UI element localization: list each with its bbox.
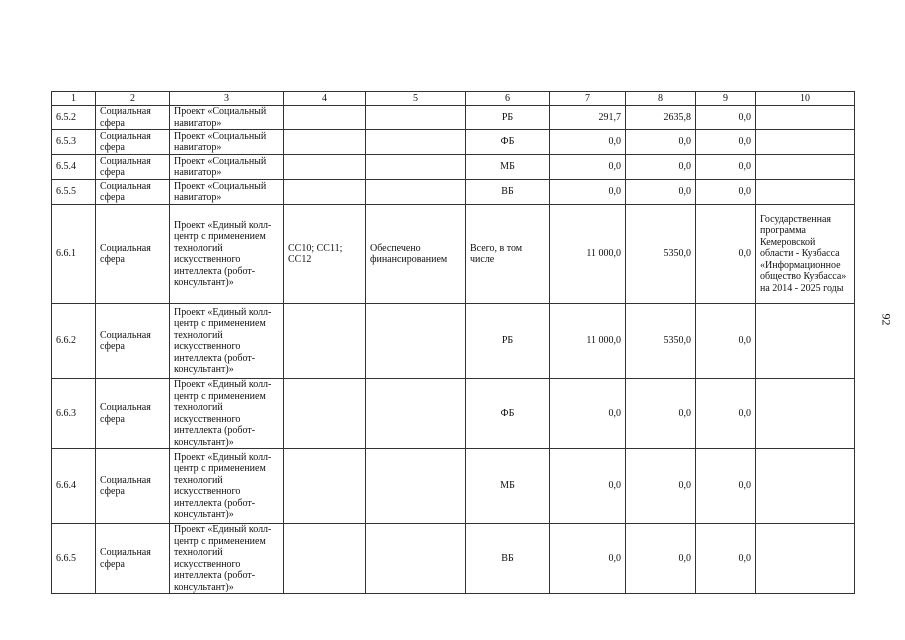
value-cell-7: 11 000,0 (550, 205, 626, 304)
project-cell: Проект «Социальный навигатор» (170, 106, 284, 130)
financing-status-cell (366, 304, 466, 379)
value-cell-7: 0,0 (550, 180, 626, 205)
program-cell (756, 304, 855, 379)
budget-table (51, 91, 855, 594)
value-cell-8: 0,0 (626, 155, 696, 180)
value-cell-9: 0,0 (696, 155, 756, 180)
page-number: 92 (879, 313, 894, 326)
value-cell-8: 0,0 (626, 449, 696, 524)
program-cell: Государственная программа Кемеровской области - Кузбасса «Информационное общество Кузбасса» на 2014 - 2025 годы (756, 205, 855, 304)
table-row (52, 106, 855, 130)
sphere-cell: Социальная сфера (96, 180, 170, 205)
row-number: 6.5.4 (52, 155, 96, 180)
indicators-cell (284, 449, 366, 524)
header-cell: 2 (96, 92, 170, 106)
financing-status-cell (366, 379, 466, 449)
value-cell-9: 0,0 (696, 106, 756, 130)
row-number: 6.6.1 (52, 205, 96, 304)
value-cell-9: 0,0 (696, 449, 756, 524)
table-row (52, 155, 855, 180)
sphere-cell: Социальная сфера (96, 205, 170, 304)
sphere-cell: Социальная сфера (96, 449, 170, 524)
header-cell: 5 (366, 92, 466, 106)
value-cell-8: 0,0 (626, 130, 696, 155)
header-cell: 9 (696, 92, 756, 106)
value-cell-9: 0,0 (696, 379, 756, 449)
program-cell (756, 130, 855, 155)
indicators-cell (284, 180, 366, 205)
header-cell: 7 (550, 92, 626, 106)
value-cell-9: 0,0 (696, 524, 756, 594)
value-cell-8: 0,0 (626, 180, 696, 205)
program-cell (756, 379, 855, 449)
indicators-cell (284, 379, 366, 449)
program-cell (756, 180, 855, 205)
indicators-cell (284, 155, 366, 180)
financing-status-cell (366, 130, 466, 155)
value-cell-8: 5350,0 (626, 205, 696, 304)
table-header (52, 92, 855, 106)
financing-status-cell: Обеспечено финансированием (366, 205, 466, 304)
value-cell-7: 0,0 (550, 524, 626, 594)
value-cell-7: 11 000,0 (550, 304, 626, 379)
source-cell: ВБ (466, 524, 550, 594)
sphere-cell: Социальная сфера (96, 304, 170, 379)
source-cell: ВБ (466, 180, 550, 205)
indicators-cell (284, 304, 366, 379)
program-cell (756, 449, 855, 524)
project-cell: Проект «Единый колл-центр с применением технологий искусственного интеллекта (робот-консультант)» (170, 524, 284, 594)
program-cell (756, 106, 855, 130)
indicators-cell (284, 524, 366, 594)
indicators-cell (284, 106, 366, 130)
project-cell: Проект «Единый колл-центр с применением технологий искусственного интеллекта (робот-консультант)» (170, 449, 284, 524)
header-cell: 6 (466, 92, 550, 106)
value-cell-7: 0,0 (550, 130, 626, 155)
value-cell-9: 0,0 (696, 304, 756, 379)
row-number: 6.6.2 (52, 304, 96, 379)
value-cell-9: 0,0 (696, 130, 756, 155)
financing-status-cell (366, 180, 466, 205)
row-number: 6.6.5 (52, 524, 96, 594)
sphere-cell: Социальная сфера (96, 379, 170, 449)
value-cell-7: 0,0 (550, 449, 626, 524)
header-cell: 1 (52, 92, 96, 106)
project-cell: Проект «Единый колл-центр с применением технологий искусственного интеллекта (робот-консультант)» (170, 304, 284, 379)
financing-status-cell (366, 449, 466, 524)
table-row (52, 180, 855, 205)
project-cell: Проект «Социальный навигатор» (170, 155, 284, 180)
table-row (52, 449, 855, 524)
table-row (52, 379, 855, 449)
sphere-cell: Социальная сфера (96, 106, 170, 130)
project-cell: Проект «Единый колл-центр с применением технологий искусственного интеллекта (робот-консультант)» (170, 379, 284, 449)
header-cell: 3 (170, 92, 284, 106)
row-number: 6.5.2 (52, 106, 96, 130)
source-cell: ФБ (466, 379, 550, 449)
sphere-cell: Социальная сфера (96, 524, 170, 594)
value-cell-8: 2635,8 (626, 106, 696, 130)
row-number: 6.5.3 (52, 130, 96, 155)
project-cell: Проект «Социальный навигатор» (170, 180, 284, 205)
row-number: 6.6.4 (52, 449, 96, 524)
value-cell-7: 0,0 (550, 379, 626, 449)
value-cell-8: 0,0 (626, 524, 696, 594)
project-cell: Проект «Социальный навигатор» (170, 130, 284, 155)
indicators-cell (284, 130, 366, 155)
value-cell-9: 0,0 (696, 180, 756, 205)
table-row (52, 524, 855, 594)
value-cell-7: 0,0 (550, 155, 626, 180)
financing-status-cell (366, 524, 466, 594)
program-cell (756, 524, 855, 594)
source-cell: РБ (466, 106, 550, 130)
program-cell (756, 155, 855, 180)
source-cell: Всего, в том числе (466, 205, 550, 304)
table-row (52, 205, 855, 304)
row-number: 6.5.5 (52, 180, 96, 205)
value-cell-8: 0,0 (626, 379, 696, 449)
header-cell: 10 (756, 92, 855, 106)
project-cell: Проект «Единый колл-центр с применением технологий искусственного интеллекта (робот-консультант)» (170, 205, 284, 304)
sphere-cell: Социальная сфера (96, 155, 170, 180)
header-cell: 8 (626, 92, 696, 106)
table-row (52, 130, 855, 155)
value-cell-7: 291,7 (550, 106, 626, 130)
table-row (52, 304, 855, 379)
source-cell: ФБ (466, 130, 550, 155)
value-cell-9: 0,0 (696, 205, 756, 304)
source-cell: МБ (466, 155, 550, 180)
financing-status-cell (366, 155, 466, 180)
source-cell: МБ (466, 449, 550, 524)
value-cell-8: 5350,0 (626, 304, 696, 379)
indicators-cell: СС10; СС11; СС12 (284, 205, 366, 304)
financing-status-cell (366, 106, 466, 130)
source-cell: РБ (466, 304, 550, 379)
sphere-cell: Социальная сфера (96, 130, 170, 155)
header-cell: 4 (284, 92, 366, 106)
row-number: 6.6.3 (52, 379, 96, 449)
